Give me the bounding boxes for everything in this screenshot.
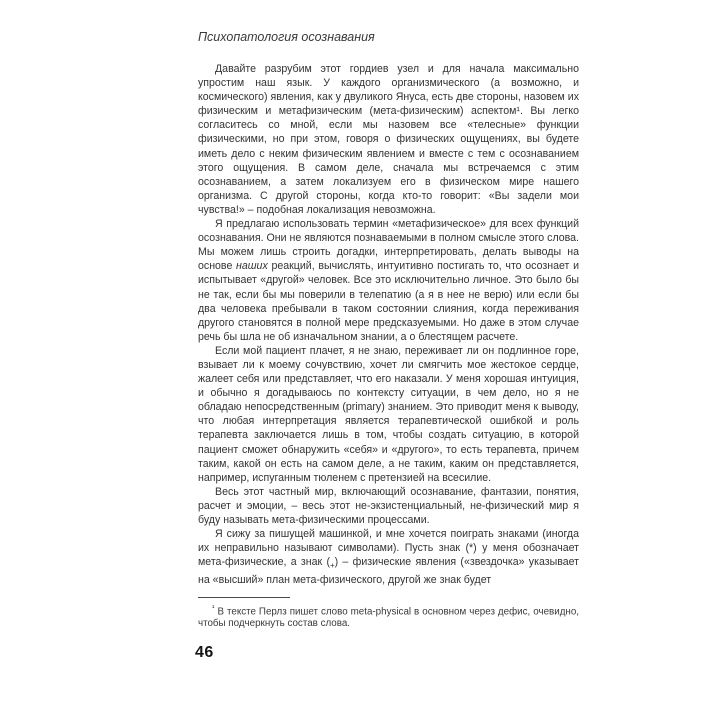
paragraph-4 [198, 485, 579, 527]
paragraph-1 [198, 62, 579, 217]
emphasized-word: наших [236, 260, 268, 273]
footnote-separator [198, 597, 290, 598]
footnote-marker: ¹ [212, 602, 215, 612]
body-text [198, 62, 579, 588]
paragraph-5-text-a: Я сижу за пишущей машинкой, и мне хочется поиграть знаками (иногда их неправильно называют символами). Пусть знак (*) у меня обозначает мета-физические, а знак ( [198, 528, 579, 569]
paragraph-3-text: Если мой пациент плачет, я не знаю, переживает ли он подлинное горе, взывает ли к моему сочувствию, хочет ли смягчить мое жестокое сердце, жалеет себя или представляет, что его наказали. У меня хорошая интуиция, и обычно я догадываюсь по контексту ситуации, в чем дело, но я не обладаю непосредственным (primary) знанием. Это приводит меня к выводу, что любая интерпретация является терапевтической ошибкой и роль терапевта заключается лишь в том, чтобы создать ситуацию, в которой пациент сможет обнаружить «себя» и «другого», то есть терапевта, причем таким, какой он есть на самом деле, а не таким, каким он представляется, например, испуганным тюленем с претензией на всесилие. [198, 344, 579, 484]
footnote-block [198, 597, 579, 631]
paragraph-3 [198, 344, 579, 485]
subscript-plus-sign: + [329, 561, 335, 571]
paragraph-4-text: Весь этот частный мир, включающий осознавание, фантазии, понятия, расчет и эмоции, – весь этот не-экзистенциальный, не-физический мир я буду называть мета-физическими процессами. [198, 485, 579, 526]
running-header: Психопатология осознавания [198, 30, 375, 44]
paragraph-5 [198, 527, 579, 587]
footnote-text: В тексте Перлз пишет слово meta-physical в основном через дефис, очевидно, чтобы подчеркнуть состав слова. [198, 605, 579, 630]
paragraph-1-text: Давайте разрубим этот гордиев узел и для начала максимально упростим наш язык. У каждого организмического (а возможно, и космического) явления, как у двуликого Януса, есть две стороны, назовем их физическим и метафизическим (мета-физическим) аспектом¹. Вы легко согласитесь со мной, если мы назовем все «телесные» функции физическими, но при этом, говоря о физических ощущениях, вы будете иметь дело с неким физическим явлением и вместе с тем с осознаванием этого ощущения. В самом деле, сначала мы встречаемся с этим осознаванием, а затем локализуем его в физическом мире нашего организма. С другой стороны, когда кто-то говорит: «Вы задели мои чувства!» – подобная локализация невозможна. [198, 63, 579, 216]
paragraph-2-text-a: Я предлагаю использовать термин «метафизическое» для всех функций осознавания. Они не являются познаваемыми в полном смысле этого слова. Мы можем лишь строить догадки, интерпретировать, делать выводы на основе [198, 218, 579, 273]
footnote [198, 602, 579, 631]
paragraph-5-text-b: ) – физические явления («звездочка» указывает на «высший» план мета-физического, другой же знак будет [198, 556, 579, 587]
page-number: 46 [195, 644, 214, 662]
paragraph-2 [198, 217, 579, 344]
paragraph-2-text-b: реакций, вычислять, интуитивно постигать то, что осознает и испытывает «другой» человек. Все это исключительно личное. Это было бы не так, если бы мы поверили в телепатию (а я в нее не верю) или если бы два человека пребывали в таком состоянии слияния, когда переживания другого становятся в полной мере предсказуемыми. Но даже в этом случае речь бы шла не об изначальном знании, а о блестящем расчете. [198, 260, 579, 343]
